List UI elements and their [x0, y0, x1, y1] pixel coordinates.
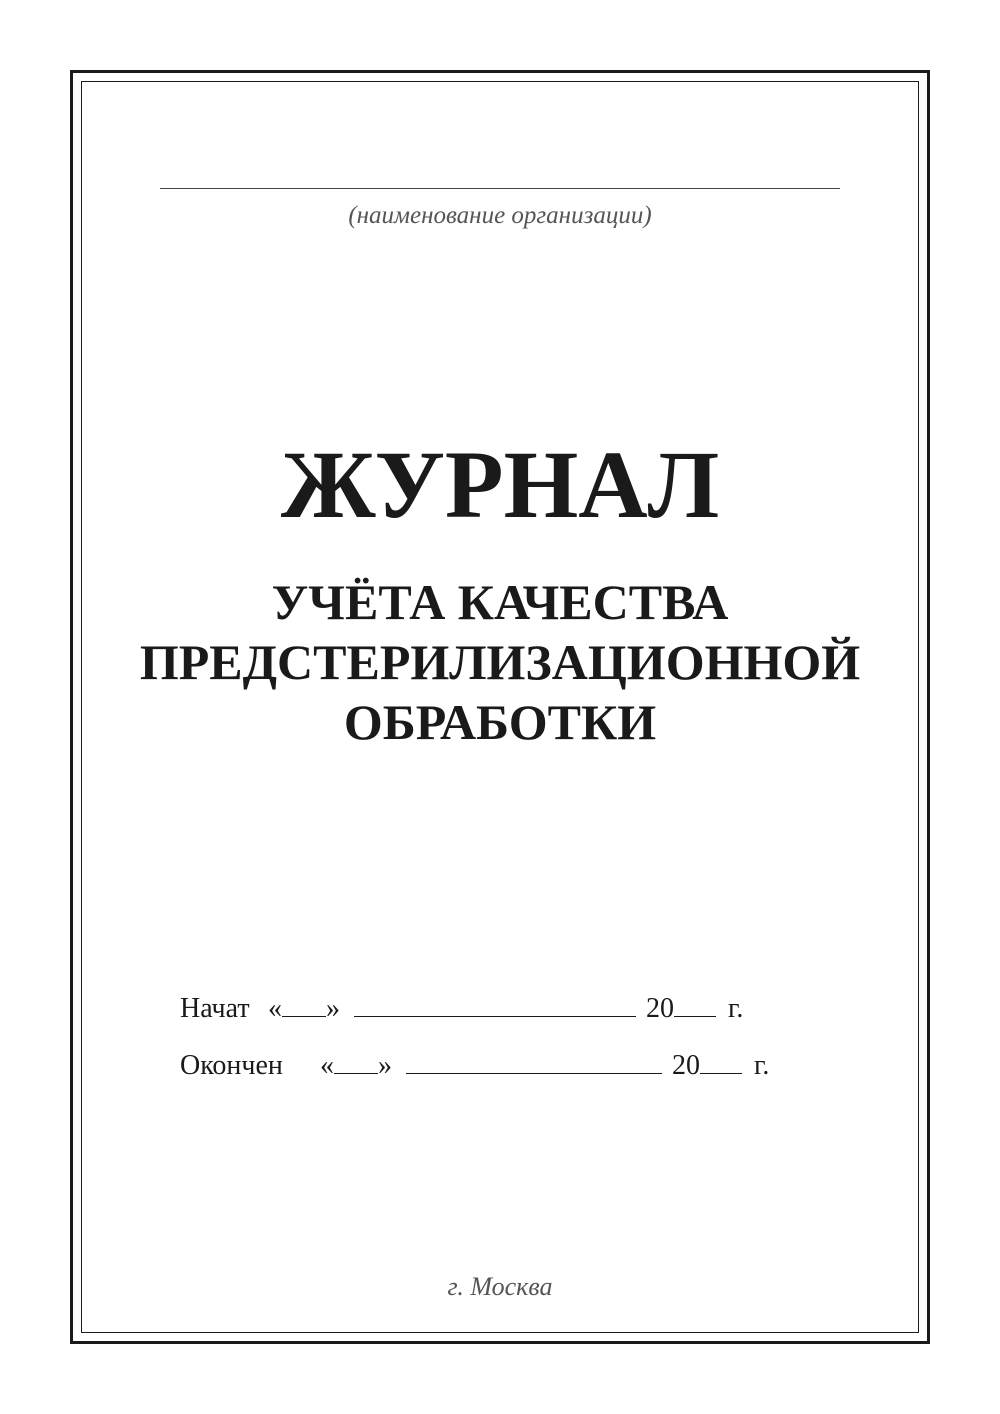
day-blank [334, 1049, 378, 1074]
day-blank [282, 992, 326, 1017]
close-quote: » [378, 1050, 392, 1081]
end-date-label: Окончен [180, 1050, 283, 1081]
year-suffix: г. [728, 993, 744, 1024]
city-label: г. Москва [447, 1272, 553, 1301]
open-quote: « [268, 993, 282, 1024]
close-quote: » [326, 993, 340, 1024]
month-blank [354, 992, 636, 1017]
journal-title: ЖУРНАЛ [280, 431, 720, 538]
start-date-row [180, 992, 743, 1026]
month-blank [406, 1049, 662, 1074]
start-date-label: Начат [180, 993, 250, 1024]
year-blank [700, 1049, 742, 1074]
end-date-row [180, 1049, 769, 1083]
subtitle-line: УЧЁТА КАЧЕСТВА [271, 574, 729, 630]
organization-name-line [160, 188, 840, 189]
open-quote: « [320, 1050, 334, 1081]
year-suffix: г. [754, 1050, 770, 1081]
subtitle-line: ПРЕДСТЕРИЛИЗАЦИОННОЙ [139, 634, 861, 690]
journal-subtitle [0, 572, 1000, 752]
year-prefix: 20 [672, 1050, 700, 1081]
year-blank [674, 992, 716, 1017]
year-prefix: 20 [646, 993, 674, 1024]
organization-caption: (наименование организации) [348, 202, 652, 229]
subtitle-line: ОБРАБОТКИ [343, 694, 657, 750]
